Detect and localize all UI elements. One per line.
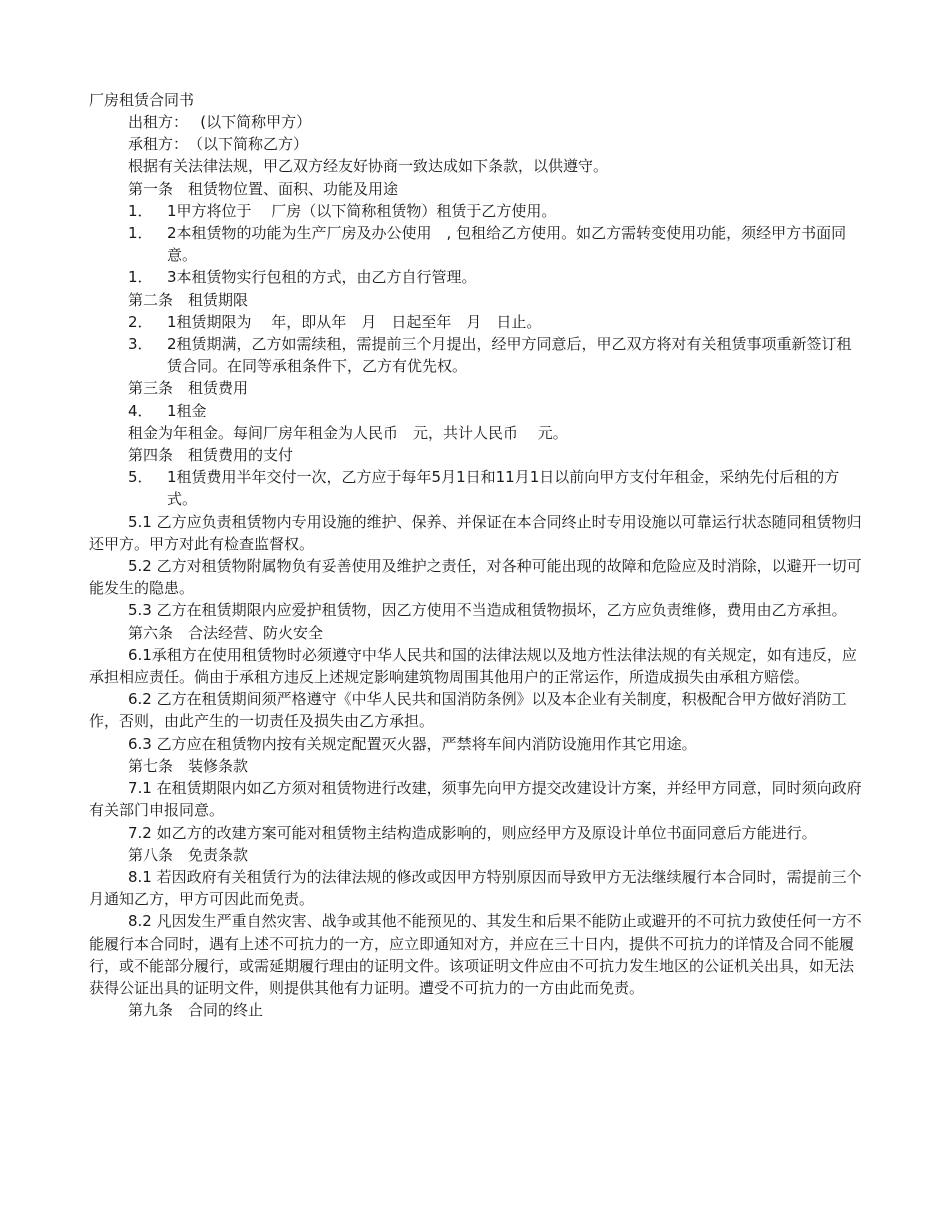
clause-number: 1．	[128, 201, 153, 220]
paragraph	[89, 333, 864, 377]
paragraph-text: 第八条 免责条款	[128, 845, 249, 864]
paragraph	[89, 555, 864, 599]
paragraph-text: 5.2 乙方对租赁物附属物负有妥善使用及维护之责任，对各种可能出现的故障和危险应及时消除，以避开一切可能发生的隐患。	[89, 557, 862, 598]
paragraph-text: 第二条 租赁期限	[128, 290, 249, 309]
paragraph-text: 出租方： (以下简称甲方）	[128, 113, 312, 131]
clause-number: 4．	[128, 401, 153, 420]
paragraph-text: 2本租赁物的功能为生产厂房及办公使用 , 包租给乙方使用。如乙方需转变使用功能，须经甲方书面同意。	[167, 224, 847, 265]
paragraph-text: 第六条 合法经营、防火安全	[128, 623, 324, 642]
paragraph	[89, 511, 864, 555]
paragraph-text: 1租赁期限为 年，即从年 月 日起至年 月 日止。	[167, 312, 542, 331]
paragraph	[89, 910, 864, 999]
clause-number: 2．	[128, 312, 153, 331]
paragraph	[89, 400, 864, 422]
paragraph-text: 5.1 乙方应负责租赁物内专用设施的维护、保养、并保证在本合同终止时专用设施以可靠运行状态随同租赁物归还甲方。甲方对此有检查监督权。	[89, 512, 862, 553]
paragraph-text: 第九条 合同的终止	[128, 1001, 264, 1020]
paragraph	[89, 599, 864, 621]
clause-number: 1．	[128, 224, 153, 243]
paragraph	[89, 644, 864, 688]
paragraph	[89, 466, 864, 510]
document-body	[89, 111, 864, 1021]
paragraph-text: 6.1承租方在使用租赁物时必须遵守中华人民共和国的法律法规以及地方性法律法规的有关规定，如有违反，应承担相应责任。倘由于承租方违反上述规定影响建筑物周围其他用户的正常运作，所造成损失由承租方赔偿。	[89, 645, 857, 687]
paragraph	[89, 178, 864, 200]
paragraph	[89, 289, 864, 311]
paragraph-text: 1租赁费用半年交付一次，乙方应于每年5月1日和11月1日以前向甲方支付年租金，采纳先付后租的方式。	[167, 468, 840, 509]
paragraph-text: 7.2 如乙方的改建方案可能对租赁物主结构造成影响的，则应经甲方及原设计单位书面同意后方能进行。	[128, 823, 817, 842]
paragraph	[89, 822, 864, 844]
paragraph	[89, 266, 864, 288]
paragraph-text: 6.2 乙方在租赁期间须严格遵守《中华人民共和国消防条例》以及本企业有关制度，积极配合甲方做好消防工作，否则，由此产生的一切责任及损失由乙方承担。	[89, 690, 847, 731]
clause-number: 1．	[128, 268, 153, 287]
document-title: 厂房租赁合同书	[89, 91, 195, 109]
paragraph	[89, 733, 864, 755]
paragraph	[89, 311, 864, 333]
paragraph	[89, 111, 864, 133]
paragraph	[89, 844, 864, 866]
paragraph	[89, 133, 864, 155]
clause-number: 3．	[128, 335, 153, 354]
paragraph	[89, 422, 864, 444]
paragraph-text: 租金为年租金。每间厂房年租金为人民币 元，共计人民币 元。	[128, 423, 568, 442]
paragraph	[89, 155, 864, 177]
paragraph-text: 7.1 在租赁期限内如乙方须对租赁物进行改建，须事先向甲方提交改建设计方案，并经甲方同意，同时须向政府有关部门申报同意。	[89, 779, 862, 820]
paragraph-text: 1甲方将位于 厂房（以下简称租赁物）租赁于乙方使用。	[167, 201, 557, 220]
clause-number: 5．	[128, 468, 153, 487]
paragraph-text: 第七条 装修条款	[128, 756, 249, 775]
paragraph	[89, 444, 864, 466]
paragraph-text: 2租赁期满，乙方如需续租，需提前三个月提出，经甲方同意后，甲乙双方将对有关租赁事项重新签订租赁合同。在同等承租条件下，乙方有优先权。	[167, 335, 852, 376]
paragraph-text: 8.2 凡因发生严重自然灾害、战争或其他不能预见的、其发生和后果不能防止或避开的不可抗力致使任何一方不能履行本合同时，遇有上述不可抗力的一方，应立即通知对方，并应在三十日内，提供不可抗力的详情及合同不能履行，或不能部分履行，或需延期履行理由的证明文件。该项证明文件应由不可抗力发生地区的公证机关出具，如无法获得公证出具的证明文件，则提供其他有力证明。遭受不可抗力的一方由此而免责。	[89, 912, 862, 997]
paragraph-text: 承租方： （以下简称乙方）	[128, 135, 309, 154]
paragraph-text: 第四条 租赁费用的支付	[128, 446, 294, 465]
paragraph	[89, 866, 864, 910]
paragraph-text: 8.1 若因政府有关租赁行为的法律法规的修改或因甲方特别原因而导致甲方无法继续履行本合同时，需提前三个月通知乙方，甲方可因此而免责。	[89, 867, 862, 909]
paragraph	[89, 222, 864, 266]
paragraph-text: 1租金	[167, 401, 207, 420]
paragraph-text: 5.3 乙方在租赁期限内应爱护租赁物，因乙方使用不当造成租赁物损坏，乙方应负责维修，费用由乙方承担。	[128, 601, 847, 620]
paragraph	[89, 377, 864, 399]
paragraph-text: 根据有关法律法规，甲乙双方经友好协商一致达成如下条款，以供遵守。	[128, 157, 609, 176]
paragraph	[89, 200, 864, 222]
paragraph-text: 第三条 租赁费用	[128, 379, 249, 398]
paragraph-text: 6.3 乙方应在租赁物内按有关规定配置灭火器，严禁将车间内消防设施用作其它用途。	[128, 734, 697, 753]
paragraph-text: 3本租赁物实行包租的方式，由乙方自行管理。	[167, 268, 477, 287]
paragraph	[89, 999, 864, 1021]
paragraph-text: 第一条 租赁物位置、面积、功能及用途	[128, 179, 399, 198]
paragraph	[89, 688, 864, 732]
paragraph	[89, 777, 864, 821]
paragraph	[89, 622, 864, 644]
paragraph	[89, 755, 864, 777]
